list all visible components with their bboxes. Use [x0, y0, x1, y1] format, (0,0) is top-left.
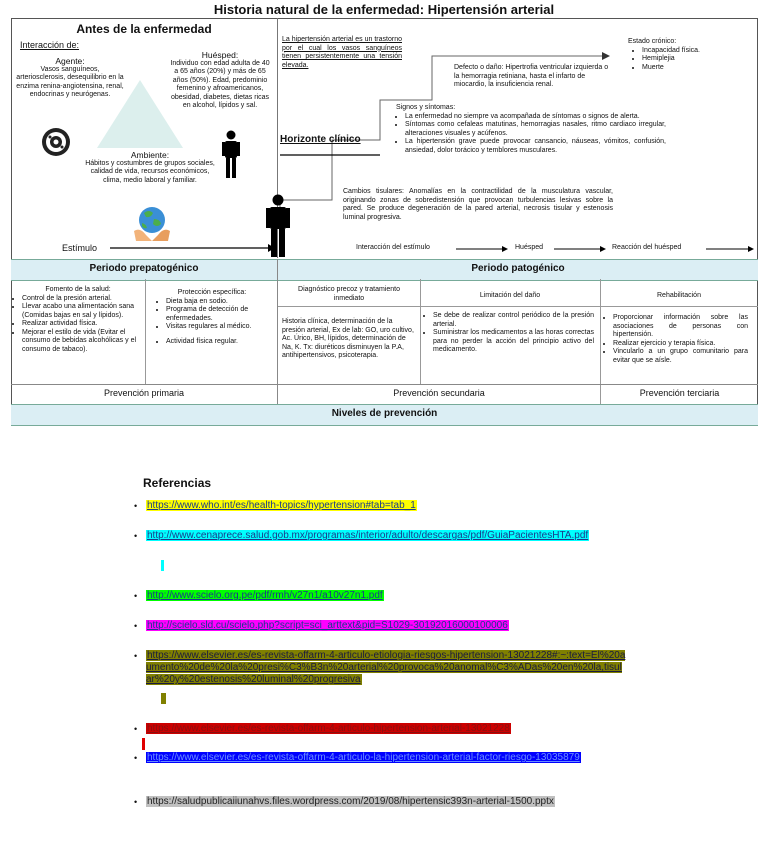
arrow-3 — [706, 244, 754, 254]
bullet: • — [134, 531, 138, 541]
agente-label: Agente: — [55, 56, 85, 66]
rehabilitacion-item: • Vincularlo a un grupo comunitario para evitar que se aísle. — [613, 348, 748, 365]
proteccion-block — [150, 289, 274, 346]
rehabilitacion-item: • Proporcionar información sobre las asociaciones de personas con hipertensión. — [613, 314, 748, 340]
limitacion-block — [424, 312, 594, 355]
huesped-label: Huésped: — [201, 50, 239, 60]
reference-link[interactable]: http://www.cenaprece.salud.gob.mx/programas/interior/adulto/descargas/pdf/GuiaPacientesHTA.pdf — [147, 530, 589, 541]
interaccion-label: Interacción de: — [20, 40, 80, 50]
highlight-mark — [142, 738, 145, 750]
ambiente-block — [84, 151, 216, 185]
prevencion-terciaria: Prevención terciaria — [639, 388, 720, 398]
reference-link[interactable]: http://scielo.sld.cu/scielo.php?script=sci_arttext&pid=S1029-30192016000100006 — [147, 620, 508, 631]
reference-text: https://saludpublicaiiunahvs.files.wordpress.com/2019/08/hipertensic393n-arterial-1500.pptx — [147, 796, 554, 807]
bullet: • — [134, 501, 138, 511]
proteccion-label: Protección específica: — [177, 289, 247, 296]
diagnostico-label: Diagnóstico precoz y tratamiento inmediato — [298, 286, 400, 302]
huesped-stage: Huésped — [515, 244, 544, 251]
huesped-text: Individuo con edad adulta de 40 a 65 años (20%) y más de 65 años (50%). Edad, predominio femenino y afroamericanos, obesidad, diabetes, dietas ricas en alcohol, lípidos y sal. — [170, 59, 270, 109]
interaccion-estimulo: Interacción del estímulo — [356, 244, 430, 251]
signos-item: • Síntomas como cefaleas matutinas, hemorragias nasales, ritmo cardiaco irregular, alteraciones visuales y acúfenos. — [405, 121, 666, 138]
proteccion-item: • Actividad física regular. — [166, 338, 274, 347]
bullet: • — [134, 621, 138, 631]
bullet: • — [134, 753, 138, 763]
reference-item — [134, 723, 510, 735]
estimulo-label: Estímulo — [62, 243, 98, 253]
highlight-mark — [161, 560, 164, 571]
limitacion-label: Limitación del daño — [479, 292, 541, 299]
fomento-item: • Llevar acabo una alimentación sana (Comidas bajas en sal y lípidos). — [22, 303, 143, 320]
reference-link[interactable]: https://www.elsevier.es/es-revista-offarm-4-articulo-hipertension-arterial-13021228 — [147, 723, 510, 734]
agente-block — [16, 57, 124, 100]
reference-item — [134, 650, 626, 686]
column-divider — [277, 259, 278, 404]
cronico-block — [628, 38, 748, 72]
reference-link[interactable]: https://www.elsevier.es/es-revista-offarm-4-articulo-etiologia-riesgos-hipertension-13021228#:~:text=El%20aumento%20de%20la%20presi%C3%B3n%20arterial%20provoca%20anomal%C3%ADas%20en%20la,tisular%20y%20estenosis%20luminal%20progresiva — [146, 650, 626, 685]
niveles-prevencion: Niveles de prevención — [331, 408, 438, 419]
definicion-text: La hipertensión arterial es un trastorno por el cual los vasos sanguíneos tienen persistentemente una tensión elevada. — [282, 36, 402, 69]
proteccion-item: • Visitas regulares al médico. — [166, 323, 274, 332]
reference-item — [134, 590, 626, 602]
reference-item — [134, 752, 626, 764]
highlight-mark — [161, 693, 166, 704]
limitacion-item: • Suministrar los medicamentos a las horas correctas para no perder la acción del principio activo del medicamento. — [433, 329, 594, 355]
fomento-item: • Control de la presión arterial. — [22, 295, 143, 304]
signos-item: • La hipertensión grave puede provocar cansancio, náuseas, vómitos, confusión, ansiedad, dolor torácico y temblores musculares. — [405, 138, 666, 155]
fomento-item: • Realizar actividad física. — [22, 320, 143, 329]
proteccion-item: • Programa de detección de enfermedades. — [166, 306, 274, 323]
cronico-label: Estado crónico: — [628, 38, 677, 45]
prevencion-primaria: Prevención primaria — [103, 388, 185, 398]
cronico-item: • Hemiplejia — [642, 55, 748, 64]
virus-icon — [41, 127, 71, 157]
signos-label: Signos y síntomas: — [396, 104, 456, 111]
row-divider — [278, 306, 758, 307]
agente-text: Vasos sanguíneos, arteriosclerosis, desequilibrio en la enzima renina-angiotensina, renal, endocrinas y neurógenas. — [16, 65, 124, 98]
fomento-label: Fomento de la salud: — [45, 286, 111, 293]
globe-hands-icon — [132, 203, 172, 243]
rehabilitacion-block — [604, 314, 748, 365]
reference-item — [134, 530, 626, 542]
diagnostico-text: Historia clínica, determinación de la presión arterial, Ex de lab: GO, uro cultivo, Ac. Úrico, BH, lípidos, determinación de Na, K. Tx: diuréticos disminuyen la P.A, antihipertensivos, psicoterapia. — [282, 318, 414, 359]
bullet: • — [134, 797, 138, 807]
reference-link[interactable]: https://www.elsevier.es/es-revista-offarm-4-articulo-la-hipertension-arterial-factor-riesgo-13035879 — [147, 752, 580, 763]
periodo-patogenico: Periodo patogénico — [471, 263, 565, 274]
fomento-item: • Mejorar el estilo de vida (Evitar el consumo de bebidas alcohólicas y el consumo de tabaco). — [22, 329, 143, 355]
limitacion-item: • Se debe de realizar control periódico de la presión arterial. — [433, 312, 594, 329]
ambiente-label: Ambiente: — [130, 150, 170, 160]
bullet: • — [134, 724, 138, 734]
estimulo-arrow — [110, 243, 275, 253]
fomento-block — [13, 286, 143, 354]
reference-item — [134, 620, 626, 632]
arrow-2 — [554, 244, 606, 254]
person-icon — [222, 130, 240, 178]
column-divider — [145, 279, 146, 384]
bullet: • — [134, 591, 138, 601]
proteccion-item: • Dieta baja en sodio. — [166, 298, 274, 307]
defecto-text: Defecto o daño: Hipertrofia ventricular izquierda o la hemorragia retiniana, hasta el infarto de miocardio, la insuficiencia renal. — [454, 64, 609, 88]
cambios-text: Cambios tisulares: Anomalías en la contractilidad de la musculatura vascular, originando zonas de sobredistensión que provocan turbulencias lesivas sobre la pared. Se produce degeneración de la pared arterial, necrosis tisular y estenosis luminal progresiva. — [343, 188, 613, 221]
arrow-1 — [456, 244, 508, 254]
pre-header: Antes de la enfermedad — [76, 22, 212, 36]
rehabilitacion-label: Rehabilitación — [657, 292, 701, 299]
row-divider — [11, 384, 758, 385]
horizonte-clinico: Horizonte clínico — [280, 134, 361, 145]
large-person-icon — [266, 194, 290, 258]
reference-link[interactable]: http://www.scielo.org.pe/pdf/rmh/v27n1/a10v27n1.pdf — [147, 590, 383, 601]
reference-item — [134, 500, 626, 512]
reference-link[interactable]: https://www.who.int/es/health-topics/hypertension#tab=tab_1 — [147, 500, 416, 511]
cronico-item: • Incapacidad física. — [642, 47, 748, 56]
signos-item: • La enfermedad no siempre va acompañada de síntomas o signos de alerta. — [405, 113, 666, 122]
reaccion-stage: Reacción del huésped — [612, 244, 682, 251]
huesped-block — [169, 51, 271, 111]
rehabilitacion-item: • Realizar ejercicio y terapia física. — [613, 340, 748, 349]
bullet: • — [134, 651, 138, 661]
document-title: Historia natural de la enfermedad: Hipertensión arterial — [213, 2, 555, 17]
signos-block — [396, 104, 666, 155]
reference-item — [134, 796, 606, 808]
ambiente-text: Hábitos y costumbres de grupos sociales, calidad de vida, recursos económicos, clima, medio laboral y familiar. — [85, 159, 215, 184]
referencias-heading: Referencias — [143, 476, 212, 490]
periodo-prepatogenico: Periodo prepatogénico — [89, 263, 199, 274]
prevencion-secundaria: Prevención secundaria — [393, 388, 485, 398]
cronico-item: • Muerte — [642, 64, 748, 73]
